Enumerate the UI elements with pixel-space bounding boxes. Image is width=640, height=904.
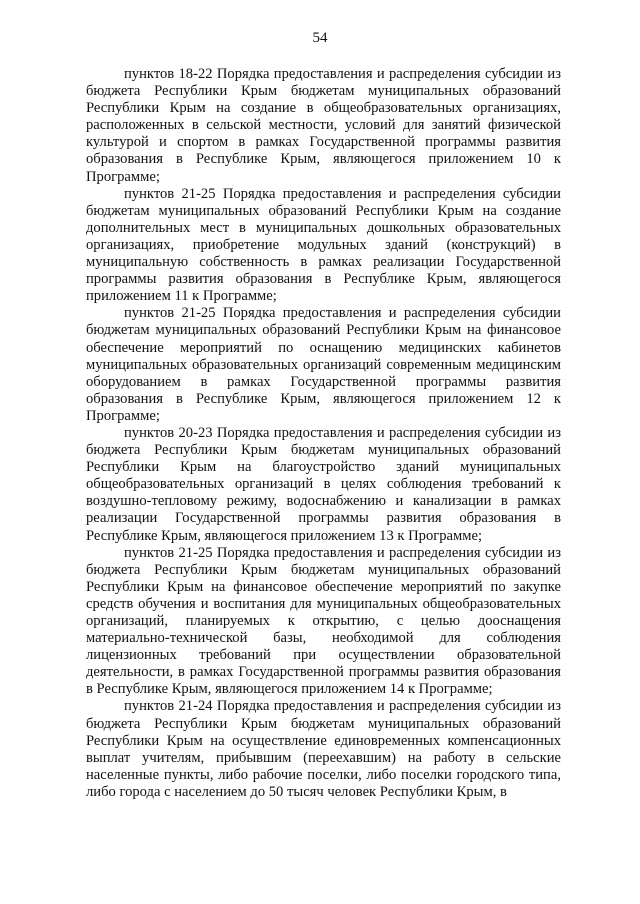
paragraph-3: пунктов 21-25 Порядка предоставления и распределения субсидии бюджетам муниципальных образований Республики Крым на финансовое обеспечение мероприятий по оснащению медицинских кабинетов муниципальных образовательных организаций современным медицинским оборудованием в рамках Государственной программы развития образования в Республике Крым, являющегося приложением 12 к Программе; [86,305,561,424]
document-body [86,66,561,801]
paragraph-1: пунктов 18-22 Порядка предоставления и распределения субсидии из бюджета Республики Крым бюджетам муниципальных образований Республики Крым на создание в общеобразовательных организациях, расположенных в сельской местности, условий для занятий физической культурой и спортом в рамках Государственной программы развития образования в Республике Крым, являющегося приложением 10 к Программе; [86,66,561,185]
page-number: 54 [312,30,328,46]
paragraph-6: пунктов 21-24 Порядка предоставления и распределения субсидии из бюджета Республики Крым бюджетам муниципальных образований Республики Крым на осуществление единовременных компенсационных выплат учителям, прибывшим (переехавшим) на работу в сельские населенные пункты, либо рабочие поселки, либо поселки городского типа, либо города с населением до 50 тысяч человек Республики Крым, в [86,698,561,800]
paragraph-4: пунктов 20-23 Порядка предоставления и распределения субсидии из бюджета Республики Крым бюджетам муниципальных образований Республики Крым на благоустройство зданий муниципальных общеобразовательных организаций в целях соблюдения требований к воздушно-тепловому режиму, водоснабжению и канализации в рамках реализации Государственной программы развития образования в Республике Крым, являющегося приложением 13 к Программе; [86,424,561,544]
paragraph-5: пунктов 21-25 Порядка предоставления и распределения субсидии из бюджета Республики Крым бюджетам муниципальных образований Республики Крым на финансовое обеспечение мероприятий по закупке средств обучения и воспитания для муниципальных общеобразовательных организаций, планируемых к открытию, с целью дооснащения материально-технической базы, необходимой для соблюдения лицензионных требований при осуществлении образовательной деятельности, в рамках Государственной программы развития образования в Республике Крым, являющегося приложением 14 к Программе; [86,544,561,698]
paragraph-2: пунктов 21-25 Порядка предоставления и распределения субсидии бюджетам муниципальных образований Республики Крым на создание дополнительных мест в муниципальных дошкольных образовательных организациях, приобретение модульных зданий (конструкций) в муниципальную собственность в рамках реализации Государственной программы развития образования в Республике Крым, являющегося приложением 11 к Программе; [86,185,561,305]
